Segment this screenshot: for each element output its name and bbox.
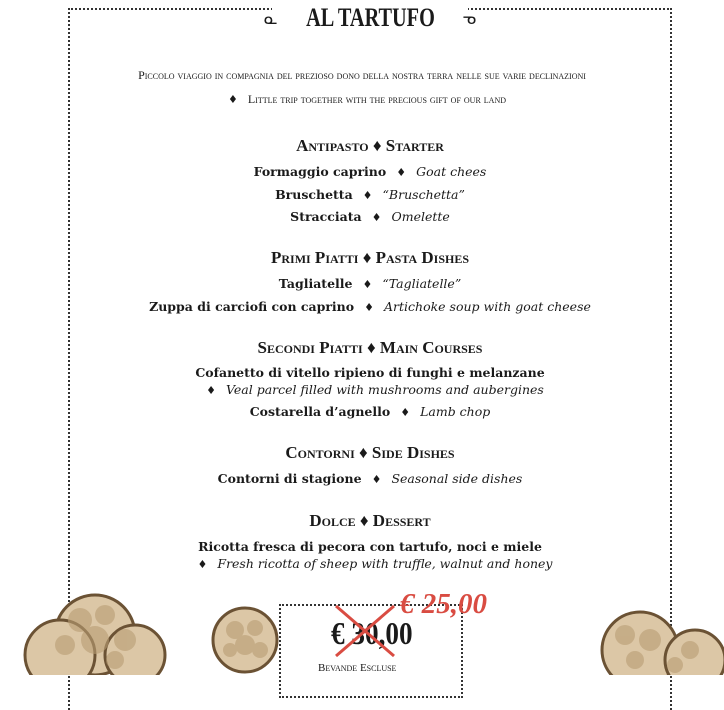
title-ornament-right-icon: ᓀ — [462, 8, 477, 28]
section-title-main: Secondi Piatti ♦ Main Courses — [257, 338, 483, 357]
intro-english: Little trip together with the precious gift of our land — [247, 92, 507, 106]
diamond-icon: ♦ — [227, 93, 238, 106]
dish-english: Goat chees — [416, 164, 487, 179]
diamond-icon: ♦ — [206, 384, 217, 397]
section-title-dessert: Dolce ♦ Dessert — [309, 511, 431, 530]
dish-english: Seasonal side dishes — [391, 471, 523, 486]
menu-item-translation — [0, 556, 724, 571]
diamond-icon: ♦ — [396, 166, 407, 179]
truffle-decoration-left — [20, 585, 170, 675]
dish-italian: Cofanetto di vitello ripieno di funghi e melanzane — [195, 365, 545, 380]
section-title-sides: Contorni ♦ Side Dishes — [285, 443, 455, 462]
dish-italian: Bruschetta — [275, 187, 353, 202]
beverages-excluded-note: Bevande Escluse — [318, 662, 397, 674]
menu-item — [0, 299, 724, 314]
intro-english-line — [0, 92, 724, 107]
dish-english: Fresh ricotta of sheep with truffle, walnut and honey — [217, 556, 553, 571]
dish-english: Omelette — [391, 209, 450, 224]
dish-italian: Zuppa di carciofi con caprino — [149, 299, 355, 314]
dish-italian: Contorni di stagione — [217, 471, 362, 486]
title-bar — [263, 0, 477, 36]
dish-english: Lamb chop — [420, 404, 491, 419]
menu-item-name — [0, 365, 724, 380]
dish-english: “Bruschetta” — [382, 187, 465, 202]
section-title-pasta: Primi Piatti ♦ Pasta Dishes — [270, 248, 470, 267]
dish-english: “Tagliatelle” — [382, 276, 462, 291]
section-title-starter: Antipasto ♦ Starter — [296, 136, 444, 155]
truffle-decoration-center — [200, 600, 290, 675]
new-price: € 25,00 — [400, 588, 487, 620]
menu-title: AL TARTUFO — [305, 3, 435, 32]
dish-italian: Costarella d’agnello — [249, 404, 391, 419]
menu-item — [0, 164, 724, 179]
title-ornament-left-icon: ᓇ — [263, 8, 278, 28]
dish-italian: Stracciata — [290, 209, 362, 224]
menu-item-name — [0, 539, 724, 554]
dish-italian: Ricotta fresca di pecora con tartufo, noci e miele — [198, 539, 542, 554]
menu-item — [0, 209, 724, 224]
diamond-icon: ♦ — [362, 189, 373, 202]
menu-item — [0, 404, 724, 419]
intro-italian: Piccolo viaggio in compagnia del prezioso dono della nostra terra nelle sue varie declinazioni — [138, 68, 586, 82]
menu-item-translation — [0, 382, 724, 397]
menu-item — [0, 276, 724, 291]
dish-english: Artichoke soup with goat cheese — [384, 299, 591, 314]
diamond-icon: ♦ — [371, 211, 382, 224]
old-price: € 30,00 — [331, 615, 413, 651]
diamond-icon: ♦ — [400, 406, 411, 419]
dish-english: Veal parcel filled with mushrooms and aubergines — [226, 382, 544, 397]
strikethrough-cross-icon — [330, 600, 400, 660]
diamond-icon: ♦ — [197, 558, 208, 571]
diamond-icon: ♦ — [362, 278, 373, 291]
menu-item — [0, 187, 724, 202]
dish-italian: Tagliatelle — [278, 276, 353, 291]
truffle-decoration-right — [580, 605, 724, 675]
menu-item — [0, 471, 724, 486]
diamond-icon: ♦ — [371, 473, 382, 486]
diamond-icon: ♦ — [364, 301, 374, 314]
dish-italian: Formaggio caprino — [253, 164, 387, 179]
